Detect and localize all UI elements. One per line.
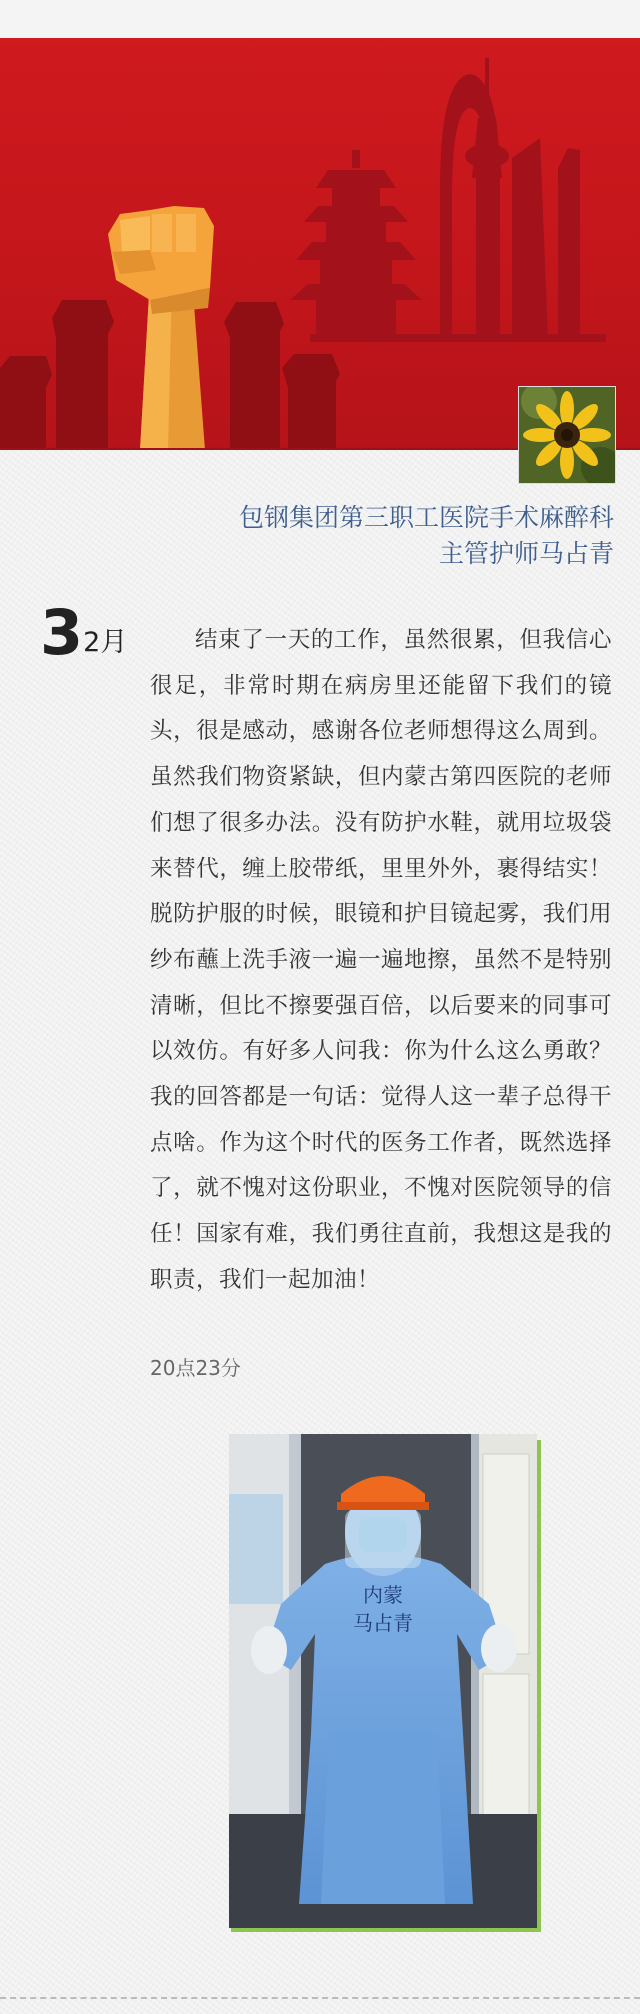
post-content: 结束了一天的工作，虽然很累，但我信心很足，非常时期在病房里还能留下我们的镜头，很是感动，感谢各位老师想得这么周到。虽然我们物资紧缺，但内蒙古第四医院的老师们想了很多办法。没有防护水鞋，就用垃圾袋来替代，缠上胶带纸，里里外外，裹得结实！脱防护服的时候，眼镜和护目镜起雾，我们用纱布蘸上洗手液一遍一遍地擦，虽然不是特别清晰，但比不擦要强百倍，以后要来的同事可以效仿。有好多人问我：你为什么这么勇敢？我的回答都是一句话：觉得人这一辈子总得干点啥。作为这个时代的医务工作者，既然选择了，就不愧对这份职业，不愧对医院领导的信任！国家有难，我们勇往直前，我想这是我的职责，我们一起加油！ [150,627,612,1293]
sunflower-avatar-image [519,387,615,483]
post-time: 20点23分 [150,1356,241,1380]
date-month: 2月 [83,627,128,658]
nurse-in-protective-gown-image [229,1434,537,1928]
post-date [40,598,127,668]
top-strip [0,0,640,38]
author-info [54,500,614,572]
author-name: 主管护师马占青 [438,539,614,568]
gown-writing-line2: 马占青 [353,1611,413,1635]
nurse-photo[interactable] [229,1434,537,1928]
date-day: 3 [40,596,84,669]
city-skyline [290,58,606,342]
main-raised-fist [108,206,214,450]
author-avatar[interactable] [518,386,616,484]
bottom-divider [0,1997,640,1999]
gown-writing-line1: 内蒙 [363,1583,403,1607]
author-department: 包钢集团第三职工医院手术麻醉科 [238,503,614,532]
